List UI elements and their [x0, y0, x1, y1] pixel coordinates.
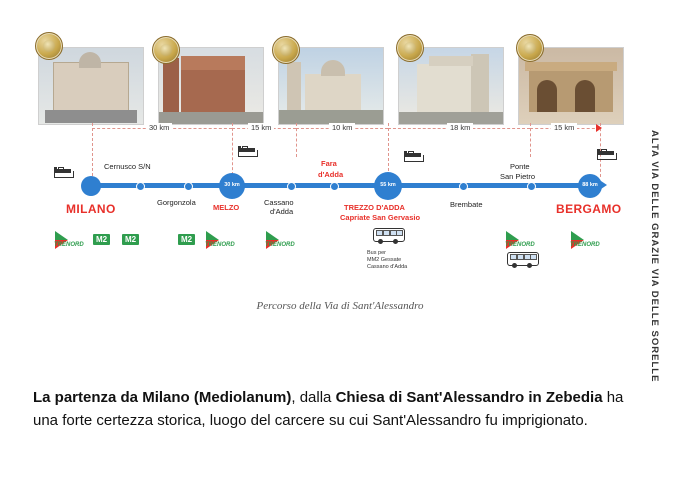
figure-caption: Percorso della Via di Sant'Alessandro	[256, 300, 424, 312]
trenord-label: TRENORD	[54, 242, 84, 248]
trenord-train-icon	[505, 231, 541, 251]
station-label-brembate: Brembate	[450, 200, 483, 209]
accommodation-bed-icon	[597, 148, 615, 160]
station-node-milano[interactable]	[81, 176, 101, 196]
station-node-cassano[interactable]	[287, 182, 296, 191]
dash-tick-melzo	[232, 123, 233, 175]
station-node-fara[interactable]	[330, 182, 339, 191]
distance-label: 10 km	[329, 123, 355, 132]
trenord-train-icon	[570, 231, 606, 251]
station-label-capriate: Capriate San Gervasio	[340, 213, 421, 222]
bergamo-km-label: 88 km	[582, 182, 598, 189]
church-tower	[163, 58, 179, 114]
bus-caption-line: MM2 Gessate	[367, 257, 402, 263]
trenord-train-icon	[265, 231, 301, 251]
station-label-bergamo: BERGAMO	[556, 202, 622, 216]
church-bell-tower	[287, 62, 301, 112]
church-steps-milano	[45, 110, 137, 123]
station-label-fara-2: d'Adda	[318, 170, 344, 179]
bus-caption-line: Bus per	[367, 250, 386, 256]
melzo-km-label: 30 km	[224, 182, 240, 189]
station-label-melzo: MELZO	[213, 203, 240, 212]
trezzo-km-label: 55 km	[380, 182, 396, 189]
church-tower	[471, 54, 489, 112]
coin-medal-icon	[516, 34, 544, 62]
paragraph-text-2: ha una forte certezza storica, luogo del carcere su cui Sant'Alessandro fu imprigionato.	[33, 389, 624, 429]
bus-caption	[367, 250, 407, 271]
station-node-bergamo[interactable]	[578, 174, 602, 198]
trenord-train-icon	[205, 231, 241, 251]
church-body	[305, 74, 361, 112]
station-label-ponte-2: San Pietro	[500, 172, 536, 181]
m2-label: M2	[124, 235, 137, 244]
bus-icon	[507, 252, 537, 268]
metro-m2-icon	[122, 234, 139, 245]
distance-label: 18 km	[447, 123, 473, 132]
church-gable	[181, 56, 245, 70]
trenord-label: TRENORD	[265, 242, 295, 248]
station-node-gorgonzola[interactable]	[184, 182, 193, 191]
station-node-brembate[interactable]	[459, 182, 468, 191]
station-label-milano: MILANO	[66, 202, 116, 216]
body-paragraph	[33, 386, 633, 432]
accommodation-bed-icon	[238, 145, 256, 157]
trenord-train-icon	[54, 231, 90, 251]
paragraph-bold-1: La partenza da Milano (Mediolanum)	[33, 389, 292, 406]
cornice	[525, 62, 617, 71]
route-line	[85, 183, 601, 188]
arch-left	[537, 80, 557, 112]
station-label-gorgonzola: Gorgonzola	[157, 198, 196, 207]
dash-tick-trezzo	[388, 123, 389, 171]
bus-icon	[373, 228, 403, 244]
metro-m2-icon	[178, 234, 195, 245]
trenord-label: TRENORD	[205, 242, 235, 248]
trenord-label: TRENORD	[505, 242, 535, 248]
church-brick-body	[181, 68, 245, 114]
accommodation-bed-icon	[54, 166, 72, 178]
dash-tick-milano	[92, 123, 93, 181]
m2-label: M2	[95, 235, 108, 244]
church-facade-milano	[53, 62, 129, 114]
ground	[279, 110, 383, 124]
station-node-ponte-san-pietro[interactable]	[527, 182, 536, 191]
paragraph-text-1: , dalla	[291, 389, 336, 406]
station-label-fara: Fara	[321, 159, 337, 168]
station-node-melzo[interactable]	[219, 173, 245, 199]
coin-medal-icon	[272, 36, 300, 64]
station-node-trezzo[interactable]	[374, 172, 402, 200]
station-label-trezzo: TREZZO D'ADDA	[344, 203, 405, 212]
station-label-ponte: Ponte	[510, 162, 530, 171]
accommodation-bed-icon	[404, 150, 422, 162]
station-node-cernusco[interactable]	[136, 182, 145, 191]
coin-medal-icon	[35, 32, 63, 60]
bus-caption-line: Cassano d'Adda	[367, 264, 408, 270]
coin-medal-icon	[152, 36, 180, 64]
alta-via-vertical-title: ALTA VIA DELLE GRAZIE VIA DELLE SORELLE	[649, 130, 660, 383]
station-label-cassano: Cassano	[264, 198, 294, 207]
distance-label: 30 km	[146, 123, 172, 132]
church-pediment	[429, 56, 473, 66]
station-label-cassano-2: d'Adda	[270, 207, 294, 216]
distance-label: 15 km	[551, 123, 577, 132]
arch-right	[575, 80, 595, 112]
m2-label: M2	[180, 235, 193, 244]
metro-m2-icon	[93, 234, 110, 245]
dash-arrow-icon	[596, 124, 602, 132]
church-dome-milano	[79, 52, 101, 68]
coin-medal-icon	[396, 34, 424, 62]
distance-label: 15 km	[248, 123, 274, 132]
paragraph-bold-2: Chiesa di Sant'Alessandro in Zebedia	[335, 389, 603, 406]
station-label-cernusco: Cernusco S/N	[104, 162, 151, 171]
trenord-label: TRENORD	[570, 242, 600, 248]
